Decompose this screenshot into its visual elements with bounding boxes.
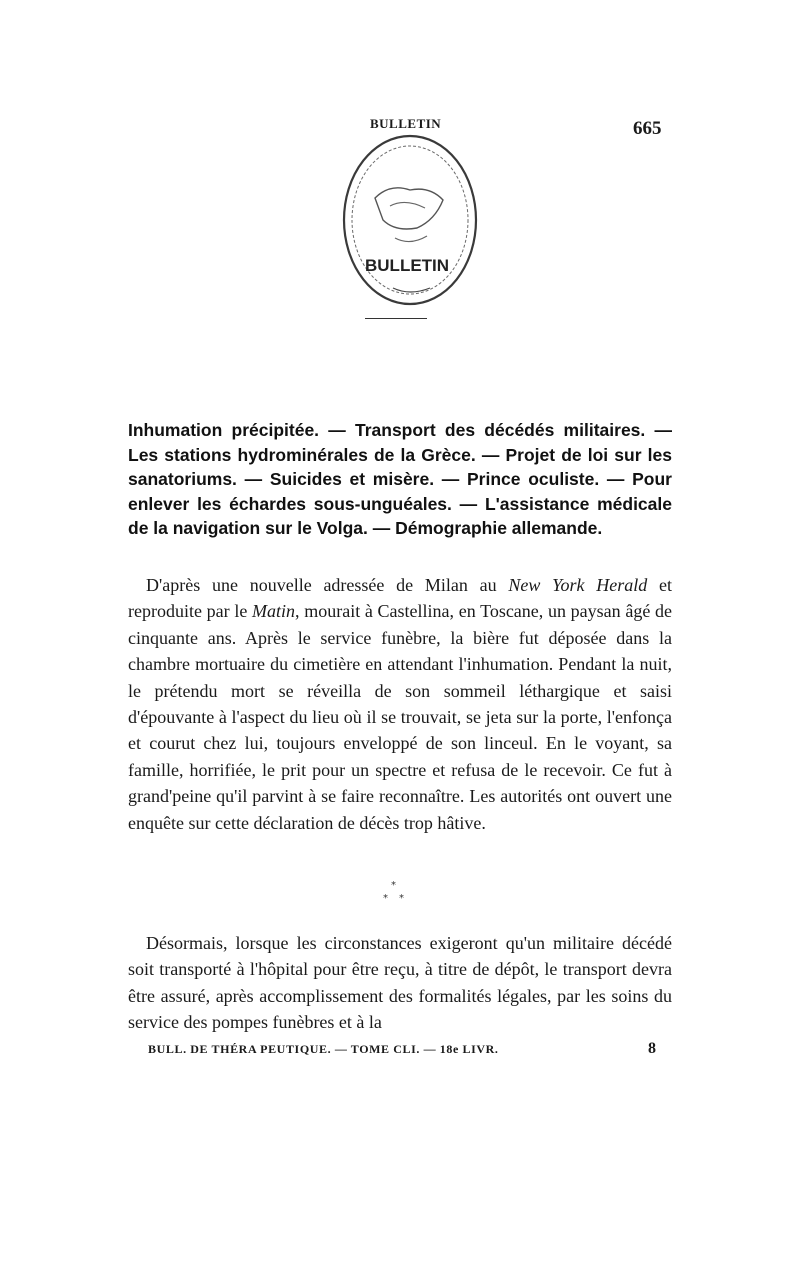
svg-text:*: *: [399, 893, 404, 904]
gathering-signature-mark: 8: [648, 1040, 656, 1057]
paragraph-1-part-2: et reproduite par le: [128, 575, 672, 622]
asterism-icon: [376, 876, 416, 906]
footer-signature-line: BULL. DE THÉRA PEUTIQUE. — TOME CLI. — 18e LIVR.: [148, 1042, 499, 1056]
paragraph-1: [128, 572, 672, 836]
paragraph-1-part-1: D'après une nouvelle adressée de Milan au: [146, 575, 509, 595]
newspaper-name-1: New York Herald: [508, 575, 648, 595]
svg-text:*: *: [383, 893, 388, 904]
summary-abstract: Inhumation précipitée. — Transport des décédés militaires. — Les stations hydrominérales de la Grèce. — Projet de loi sur les sanatoriums. — Suicides et misère. — Prince oculiste. — Pour enlever les échardes sous-unguéales. — L'assistance médicale de la navigation sur le Volga. — Démographie allemande.: [128, 420, 672, 538]
library-stamp-icon: [335, 128, 485, 308]
stamp-text: BULLETIN: [365, 256, 450, 275]
paragraph-2: Désormais, lorsque les circonstances exigeront qu'un militaire décédé soit transporté à l'hôpital pour être reçu, à titre de dépôt, le transport devra être assuré, après accomplissement des formalités légales, par les soins du service des pompes funèbres et à la: [128, 933, 672, 1033]
stamp-divider: [365, 318, 427, 319]
paragraph-1-part-3: , mourait à Castellina, en Toscane, un paysan âgé de cinquante ans. Après le service funèbre, la bière fut déposée dans la chambre mortuaire du cimetière en attendant l'inhumation. Pendant la nuit, le prétendu mort se réveilla de son sommeil léthargique et saisi d'épouvante à l'aspect du lieu où il se trouvait, se jeta sur la porte, l'enfonça et courut chez lui, toujours enveloppé de son linceul. En le voyant, sa famille, horrifiée, le prit pour un spectre et refusa de le recevoir. Ce fut à grand'peine qu'il parvint à se faire reconnaître. Les autorités ont ouvert une enquête sur cette déclaration de décès trop hâtive.: [128, 601, 672, 833]
page-number: 665: [633, 118, 662, 139]
svg-text:*: *: [391, 880, 396, 891]
newspaper-name-2: Matin: [252, 601, 296, 622]
running-head: BULLETIN: [370, 116, 442, 131]
